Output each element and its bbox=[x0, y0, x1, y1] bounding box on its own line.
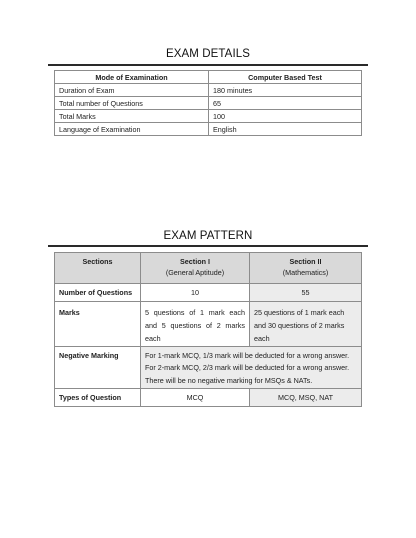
section-2-value: MCQ, MSQ, NAT bbox=[250, 388, 362, 406]
negative-marking-line: For 1-mark MCQ, 1/3 mark will be deducted for a wrong answer. bbox=[145, 350, 350, 360]
table-row bbox=[55, 388, 362, 406]
row-label: Types of Question bbox=[55, 388, 141, 406]
section-2-title: Section II bbox=[289, 257, 322, 266]
section-1-value: 10 bbox=[141, 284, 250, 302]
table-row bbox=[55, 346, 362, 388]
table-row bbox=[55, 110, 362, 123]
exam-details-title: EXAM DETAILS bbox=[165, 48, 251, 60]
section-1-value: MCQ bbox=[141, 388, 250, 406]
row-label: Negative Marking bbox=[55, 346, 141, 388]
section-2-value: 55 bbox=[250, 284, 362, 302]
section-2-value: 25 questions of 1 mark each and 30 questions of 2 marks each bbox=[250, 302, 362, 347]
table-row bbox=[55, 84, 362, 97]
row-label: Marks bbox=[55, 302, 141, 347]
row-label: Total Marks bbox=[55, 110, 209, 123]
exam-details-table bbox=[54, 70, 362, 136]
section-1-subtitle: (General Aptitude) bbox=[165, 268, 225, 277]
section-2-header bbox=[250, 253, 362, 284]
row-label: Duration of Exam bbox=[55, 84, 209, 97]
column-header: Mode of Examination bbox=[55, 71, 209, 84]
row-label: Language of Examination bbox=[55, 123, 209, 136]
table-header-row bbox=[55, 71, 362, 84]
table-row bbox=[55, 284, 362, 302]
table-row bbox=[55, 97, 362, 110]
row-value: English bbox=[209, 123, 362, 136]
row-value: 65 bbox=[209, 97, 362, 110]
row-value: 100 bbox=[209, 110, 362, 123]
exam-pattern-title: EXAM PATTERN bbox=[163, 230, 253, 242]
table-row bbox=[55, 302, 362, 347]
negative-marking-line: For 2-mark MCQ, 2/3 mark will be deducted for a wrong answer. bbox=[145, 363, 350, 373]
section-1-header bbox=[141, 253, 250, 284]
section-1-value: 5 questions of 1 mark each and 5 questions of 2 marks each bbox=[141, 302, 250, 347]
row-value: 180 minutes bbox=[209, 84, 362, 97]
negative-marking-line: There will be no negative marking for MSQs & NATs. bbox=[145, 375, 313, 385]
row-label: Number of Questions bbox=[55, 284, 141, 302]
table-row bbox=[55, 123, 362, 136]
negative-marking-text bbox=[141, 346, 362, 388]
row-label: Total number of Questions bbox=[55, 97, 209, 110]
exam-details-rule bbox=[48, 64, 368, 66]
sections-header: Sections bbox=[55, 253, 141, 284]
exam-pattern-table bbox=[54, 252, 362, 407]
column-header: Computer Based Test bbox=[209, 71, 362, 84]
section-1-title: Section I bbox=[180, 257, 210, 266]
section-2-subtitle: (Mathematics) bbox=[282, 268, 329, 277]
table-header-row bbox=[55, 253, 362, 284]
exam-pattern-rule bbox=[48, 245, 368, 247]
